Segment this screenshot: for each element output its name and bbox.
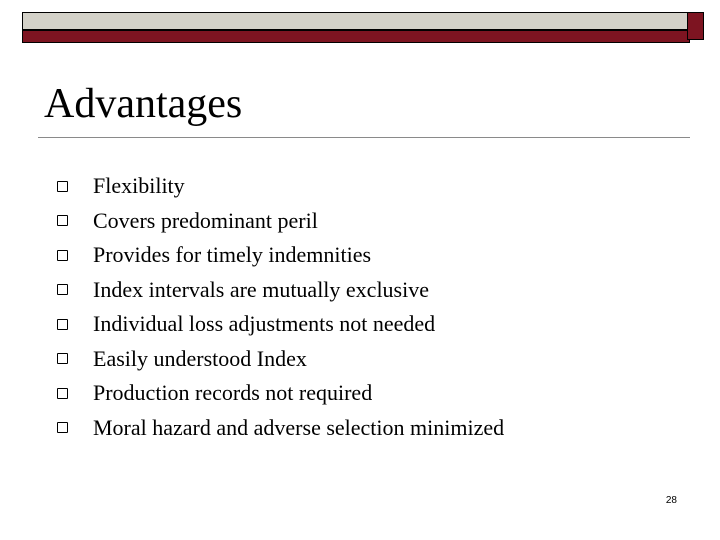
- bullet-item: [57, 238, 504, 273]
- bullet-text: Index intervals are mutually exclusive: [93, 276, 429, 302]
- bullet-item: [57, 342, 504, 377]
- bullet-text: Moral hazard and adverse selection minimized: [93, 414, 505, 440]
- bullet-item: [57, 376, 504, 411]
- slide-title: Advantages: [44, 81, 243, 127]
- hollow-square-icon: [57, 215, 68, 226]
- bullet-list: [57, 169, 504, 445]
- page-number: 28: [665, 495, 677, 506]
- bullet-text: Individual loss adjustments not needed: [93, 311, 436, 337]
- hollow-square-icon: [57, 388, 68, 399]
- hollow-square-icon: [57, 250, 68, 261]
- bullet-item: [57, 204, 504, 239]
- bullet-item: [57, 273, 504, 308]
- bullet-text: Flexibility: [93, 173, 185, 199]
- bullet-item: [57, 169, 504, 204]
- header-band-red: [22, 30, 690, 43]
- hollow-square-icon: [57, 181, 68, 192]
- hollow-square-icon: [57, 353, 68, 364]
- bullet-text: Production records not required: [93, 380, 373, 406]
- title-divider: [38, 137, 690, 138]
- header-corner-block: [687, 12, 704, 40]
- bullet-item: [57, 307, 504, 342]
- header-band-gray: [22, 12, 690, 30]
- hollow-square-icon: [57, 422, 68, 433]
- hollow-square-icon: [57, 319, 68, 330]
- bullet-text: Covers predominant peril: [93, 207, 318, 233]
- bullet-item: [57, 411, 504, 446]
- hollow-square-icon: [57, 284, 68, 295]
- bullet-text: Easily understood Index: [93, 345, 307, 371]
- bullet-text: Provides for timely indemnities: [93, 242, 372, 268]
